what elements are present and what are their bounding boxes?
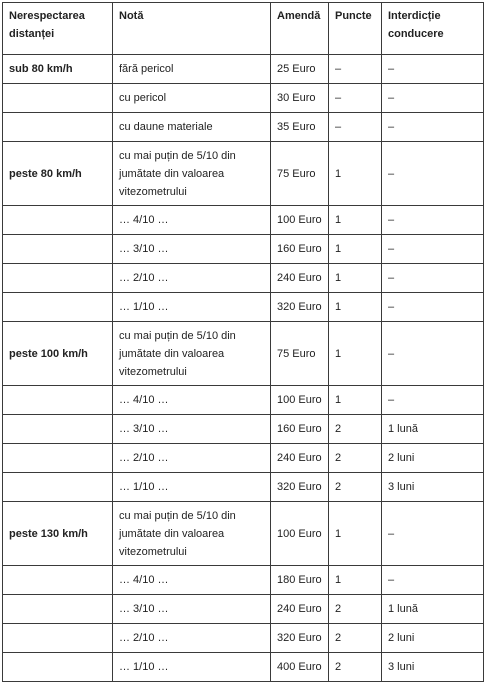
ban-cell: 2 luni	[382, 624, 484, 653]
ban-cell: –	[382, 235, 484, 264]
note-cell: … 1/10 …	[113, 473, 271, 502]
table-row	[3, 206, 484, 235]
ban-cell: –	[382, 142, 484, 206]
group-label-empty	[3, 624, 113, 653]
group-label: peste 100 km/h	[3, 322, 113, 386]
points-cell: 1	[329, 502, 382, 566]
fine-cell: 320 Euro	[271, 293, 329, 322]
note-cell: … 1/10 …	[113, 293, 271, 322]
table-row	[3, 473, 484, 502]
fine-cell: 75 Euro	[271, 322, 329, 386]
fine-cell: 180 Euro	[271, 566, 329, 595]
note-cell: … 2/10 …	[113, 444, 271, 473]
points-cell: 1	[329, 386, 382, 415]
fine-cell: 75 Euro	[271, 142, 329, 206]
table-row	[3, 84, 484, 113]
table-row	[3, 264, 484, 293]
points-cell: 1	[329, 322, 382, 386]
table-row	[3, 566, 484, 595]
fines-table	[2, 2, 484, 682]
table-row	[3, 293, 484, 322]
points-cell: 1	[329, 293, 382, 322]
note-cell: cu mai puțin de 5/10 din jumătate din valoarea vitezometrului	[113, 142, 271, 206]
fine-cell: 320 Euro	[271, 624, 329, 653]
fine-cell: 35 Euro	[271, 113, 329, 142]
fine-cell: 25 Euro	[271, 55, 329, 84]
header-distance: Nerespectarea distanței	[3, 3, 113, 55]
points-cell: 2	[329, 473, 382, 502]
ban-cell: –	[382, 206, 484, 235]
ban-cell: –	[382, 264, 484, 293]
ban-cell: –	[382, 113, 484, 142]
points-cell: 1	[329, 235, 382, 264]
ban-cell: –	[382, 84, 484, 113]
table-row	[3, 624, 484, 653]
table-row	[3, 113, 484, 142]
points-cell: –	[329, 113, 382, 142]
table-row	[3, 235, 484, 264]
table-row	[3, 415, 484, 444]
ban-cell: –	[382, 293, 484, 322]
note-cell: … 4/10 …	[113, 566, 271, 595]
points-cell: 2	[329, 595, 382, 624]
table-row	[3, 55, 484, 84]
group-label-empty	[3, 444, 113, 473]
table-row	[3, 444, 484, 473]
group-label-empty	[3, 113, 113, 142]
group-label-empty	[3, 84, 113, 113]
points-cell: –	[329, 84, 382, 113]
points-cell: 2	[329, 653, 382, 682]
group-label-empty	[3, 653, 113, 682]
fine-cell: 240 Euro	[271, 595, 329, 624]
group-label-empty	[3, 264, 113, 293]
fine-cell: 240 Euro	[271, 444, 329, 473]
group-label: peste 130 km/h	[3, 502, 113, 566]
points-cell: –	[329, 55, 382, 84]
group-label: sub 80 km/h	[3, 55, 113, 84]
fine-cell: 30 Euro	[271, 84, 329, 113]
note-cell: … 2/10 …	[113, 624, 271, 653]
group-label-empty	[3, 473, 113, 502]
table-row	[3, 386, 484, 415]
group-label-empty	[3, 566, 113, 595]
table-row	[3, 502, 484, 566]
group-label-empty	[3, 235, 113, 264]
table-row	[3, 142, 484, 206]
note-cell: … 4/10 …	[113, 206, 271, 235]
table-row	[3, 653, 484, 682]
ban-cell: –	[382, 55, 484, 84]
points-cell: 1	[329, 206, 382, 235]
fine-cell: 320 Euro	[271, 473, 329, 502]
fine-cell: 100 Euro	[271, 386, 329, 415]
note-cell: … 3/10 …	[113, 415, 271, 444]
note-cell: cu mai puțin de 5/10 din jumătate din valoarea vitezometrului	[113, 502, 271, 566]
note-cell: … 4/10 …	[113, 386, 271, 415]
header-driving-ban: Interdicție conducere	[382, 3, 484, 55]
ban-cell: 1 lună	[382, 595, 484, 624]
ban-cell: 1 lună	[382, 415, 484, 444]
table-row	[3, 322, 484, 386]
ban-cell: –	[382, 322, 484, 386]
points-cell: 1	[329, 264, 382, 293]
points-cell: 2	[329, 415, 382, 444]
group-label-empty	[3, 415, 113, 444]
fine-cell: 240 Euro	[271, 264, 329, 293]
points-cell: 2	[329, 444, 382, 473]
table-header-row	[3, 3, 484, 55]
points-cell: 1	[329, 142, 382, 206]
note-cell: cu mai puțin de 5/10 din jumătate din valoarea vitezometrului	[113, 322, 271, 386]
fine-cell: 100 Euro	[271, 206, 329, 235]
note-cell: cu pericol	[113, 84, 271, 113]
note-cell: … 2/10 …	[113, 264, 271, 293]
note-cell: fără pericol	[113, 55, 271, 84]
note-cell: … 1/10 …	[113, 653, 271, 682]
header-note: Notă	[113, 3, 271, 55]
ban-cell: 3 luni	[382, 653, 484, 682]
ban-cell: –	[382, 502, 484, 566]
fine-cell: 100 Euro	[271, 502, 329, 566]
group-label-empty	[3, 206, 113, 235]
group-label-empty	[3, 386, 113, 415]
table-row	[3, 595, 484, 624]
note-cell: cu daune materiale	[113, 113, 271, 142]
ban-cell: 2 luni	[382, 444, 484, 473]
group-label-empty	[3, 595, 113, 624]
group-label: peste 80 km/h	[3, 142, 113, 206]
group-label-empty	[3, 293, 113, 322]
fine-cell: 160 Euro	[271, 415, 329, 444]
note-cell: … 3/10 …	[113, 235, 271, 264]
header-fine: Amendă	[271, 3, 329, 55]
ban-cell: 3 luni	[382, 473, 484, 502]
ban-cell: –	[382, 386, 484, 415]
fine-cell: 160 Euro	[271, 235, 329, 264]
header-points: Puncte	[329, 3, 382, 55]
ban-cell: –	[382, 566, 484, 595]
note-cell: … 3/10 …	[113, 595, 271, 624]
points-cell: 1	[329, 566, 382, 595]
points-cell: 2	[329, 624, 382, 653]
fine-cell: 400 Euro	[271, 653, 329, 682]
